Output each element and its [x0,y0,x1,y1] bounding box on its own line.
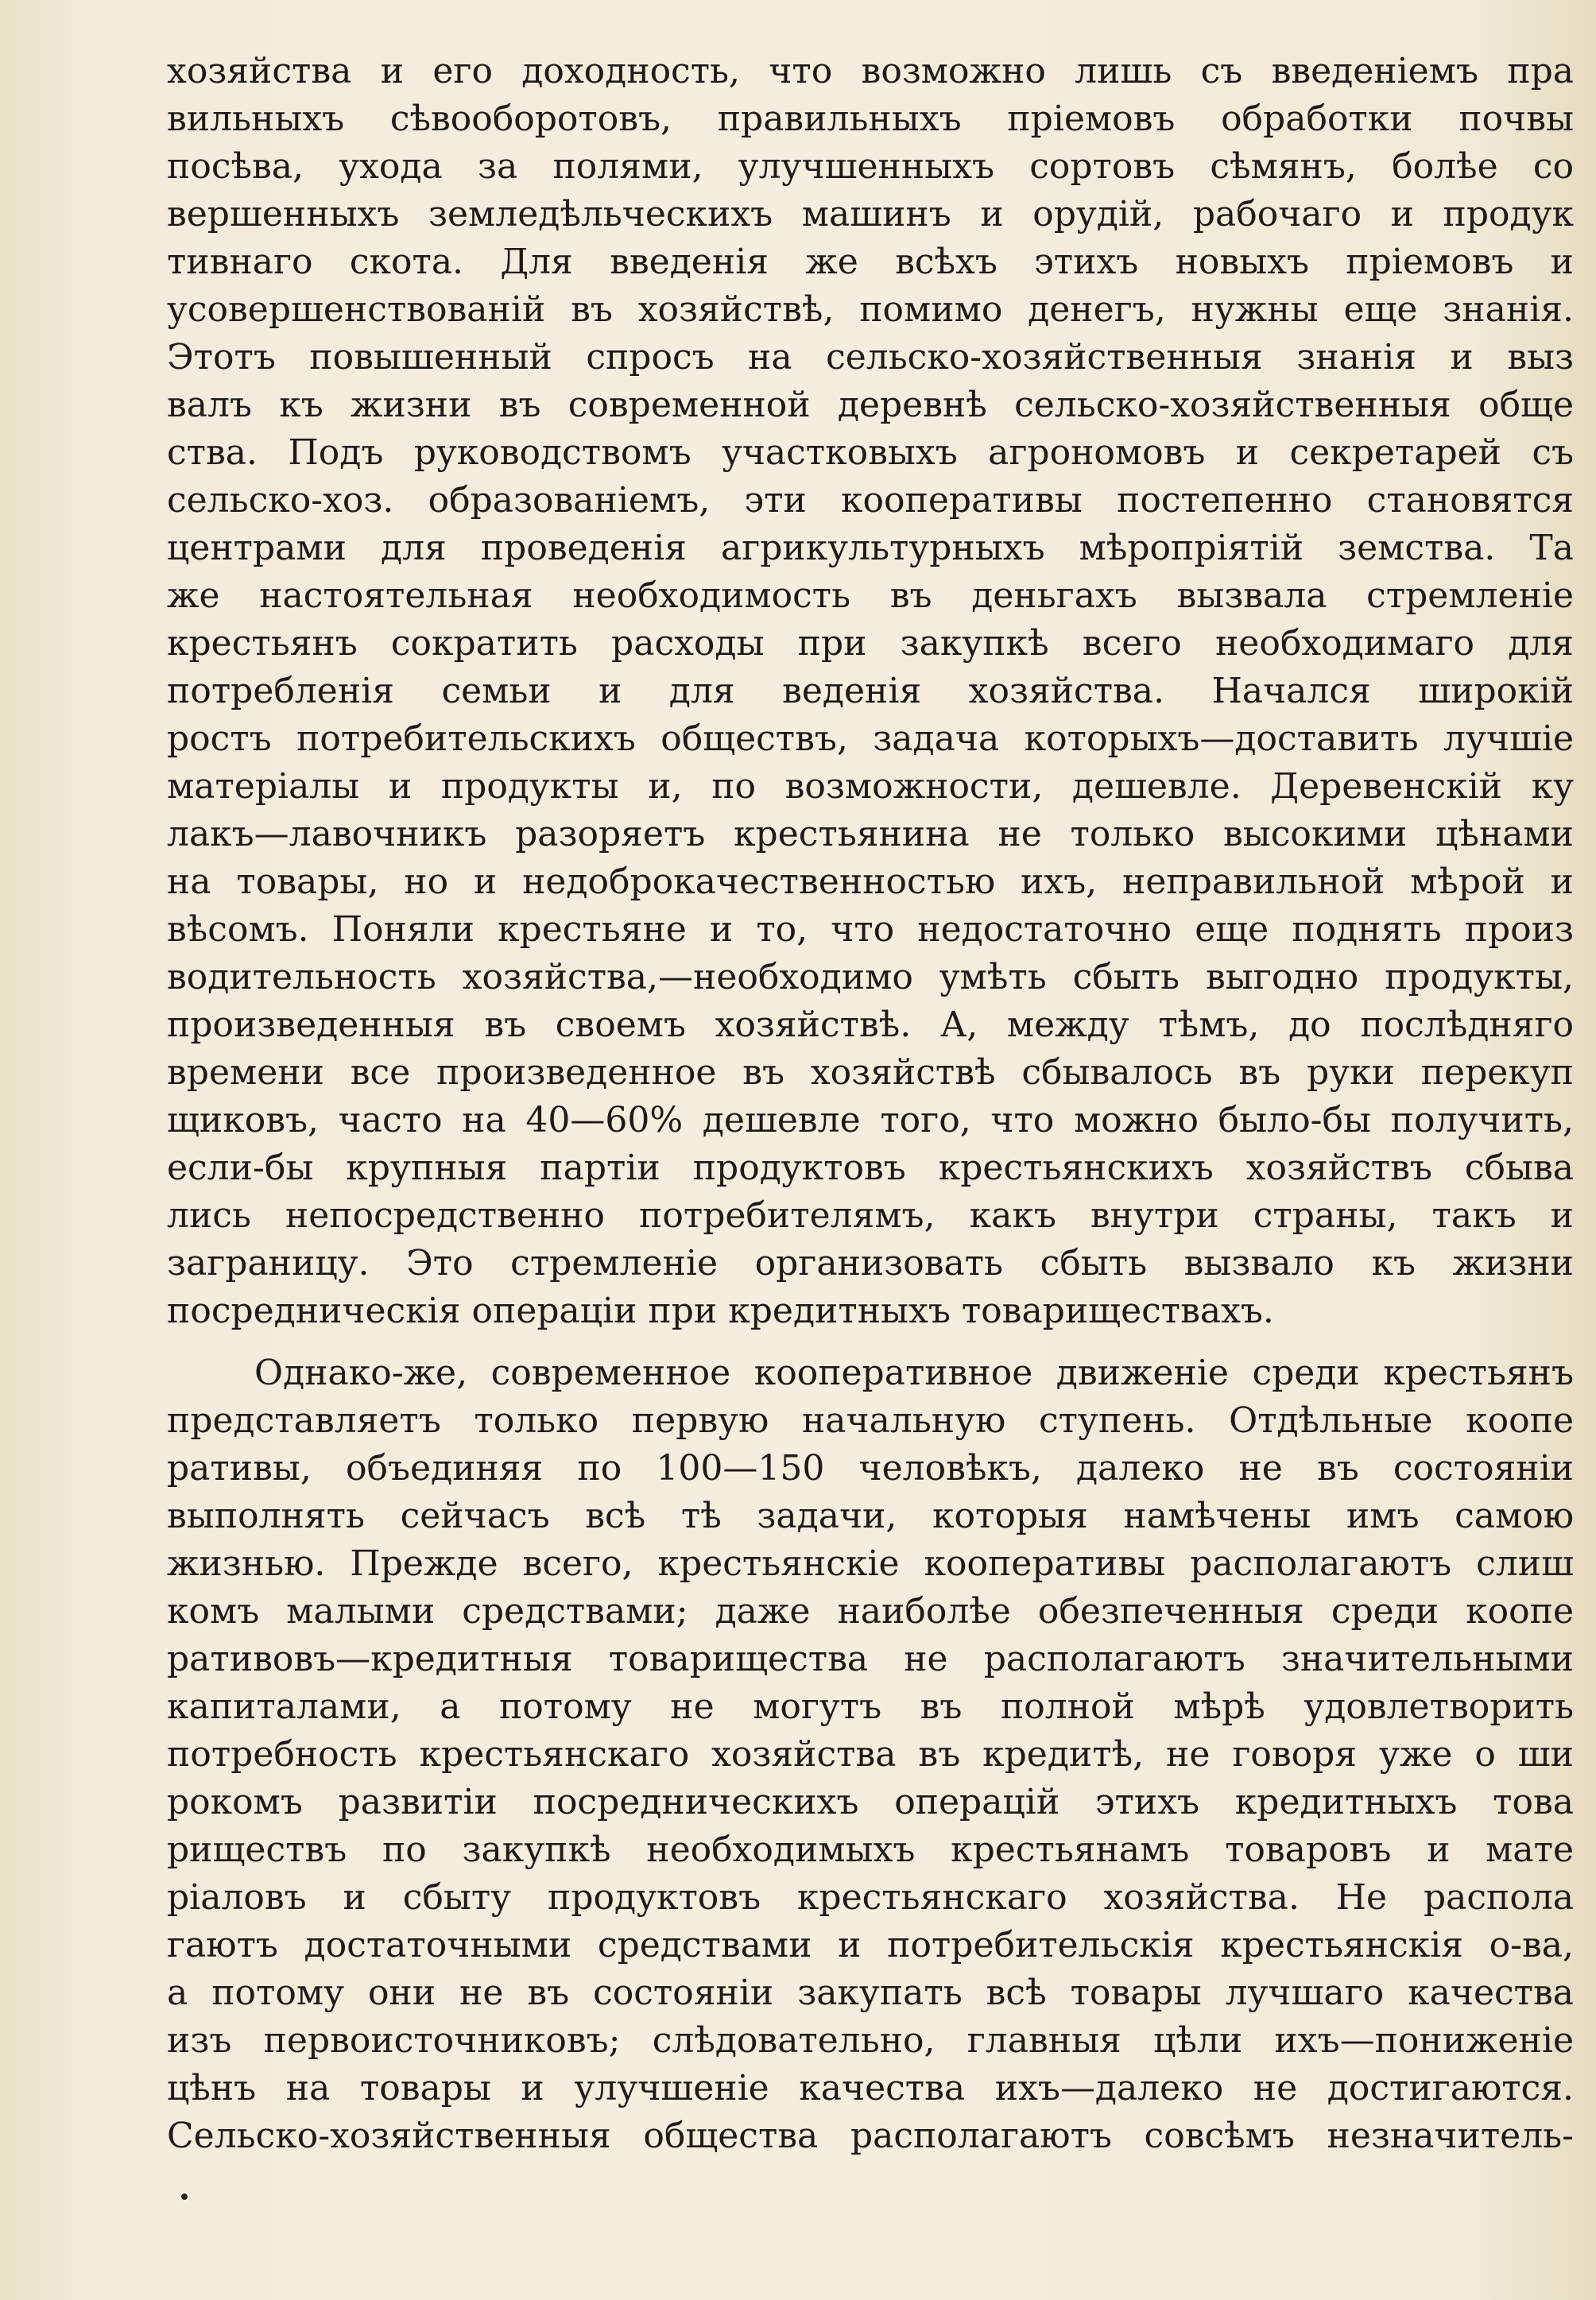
text-line: потребность крестьянскаго хозяйства въ кредитѣ, не говоря уже о ши [167,1734,1574,1775]
text-line: произведенныя въ своемъ хозяйствѣ. А, между тѣмъ, до послѣдняго [167,1005,1574,1045]
text-line: рокомъ развитіи посредническихъ операцій этихъ кредитныхъ това [167,1782,1574,1822]
text-line: на товары, но и недоброкачественностью ихъ, неправильной мѣрой и [167,862,1574,902]
text-line: хозяйства и его доходность, что возможно лишь съ введеніемъ пра [167,51,1574,91]
text-line: Этотъ повышенный спросъ на сельско-хозяйственныя знанія и выз [167,337,1574,378]
text-line: изъ первоисточниковъ; слѣдовательно, главныя цѣли ихъ—пониженіе [167,2020,1574,2061]
text-line: Сельско-хозяйственныя общества располагаютъ совсѣмъ незначитель- [167,2116,1574,2156]
text-line: тивнаго скота. Для введенія же всѣхъ этихъ новыхъ пріемовъ и [167,242,1574,282]
text-line: валъ къ жизни въ современной деревнѣ сельско-хозяйственныя обще [167,385,1574,425]
body-text [167,48,1574,2160]
text-line: же настоятельная необходимость въ деньгахъ вызвала стремленіе [167,575,1574,616]
text-line: риществъ по закупкѣ необходимыхъ крестьянамъ товаровъ и мате [167,1830,1574,1870]
text-line: лакъ—лавочникъ разоряетъ крестьянина не только высокими цѣнами [167,814,1574,854]
text-line: лись непосредственно потребителямъ, какъ внутри страны, такъ и [167,1195,1574,1236]
text-line: капиталами, а потому не могутъ въ полной мѣрѣ удовлетворить [167,1686,1574,1727]
text-line: усовершенствованій въ хозяйствѣ, помимо денегъ, нужны еще знанія. [167,289,1574,330]
text-line: ративовъ—кредитныя товарищества не располагаютъ значительными [167,1639,1574,1679]
paragraph-1 [167,48,1574,1335]
text-line: ростъ потребительскихъ обществъ, задача которыхъ—доставить лучшіе [167,718,1574,759]
text-line: посредническія операціи при кредитныхъ товариществахъ. [167,1291,1274,1331]
paragraph-gap [167,1335,1574,1349]
text-line: заграницу. Это стремленіе организовать сбыть вызвало къ жизни [167,1243,1574,1284]
text-line: если-бы крупныя партіи продуктовъ крестьянскихъ хозяйствъ сбыва [167,1148,1574,1188]
text-line: щиковъ, часто на 40—60% дешевле того, что можно было-бы получить, [167,1100,1574,1140]
text-line: вильныхъ сѣвооборотовъ, правильныхъ пріемовъ обработки почвы [167,99,1574,139]
text-line: Однако-же, современное кооперативное движеніе среди крестьянъ [254,1353,1574,1393]
paragraph-2 [167,1349,1574,2160]
text-line: жизнью. Прежде всего, крестьянскіе кооперативы располагаютъ слиш [167,1543,1574,1584]
text-line: представляетъ только первую начальную ступень. Отдѣльные коопе [167,1400,1574,1441]
text-line: матеріалы и продукты и, по возможности, дешевле. Деревенскій ку [167,766,1574,807]
text-line: а потому они не въ состояніи закупать всѣ товары лучшаго качества [167,1973,1574,2013]
text-line: вѣсомъ. Поняли крестьяне и то, что недостаточно еще поднять произ [167,909,1574,950]
text-line: ства. Подъ руководствомъ участковыхъ агрономовъ и секретарей съ [167,432,1574,473]
text-line: сельско-хоз. образованіемъ, эти кооперативы постепенно становятся [167,480,1574,521]
text-line: выполнять сейчасъ всѣ тѣ задачи, которыя намѣчены имъ самою [167,1496,1574,1536]
text-line: центрами для проведенія агрикультурныхъ мѣропріятій земства. Та [167,528,1574,568]
text-line: цѣнъ на товары и улучшеніе качества ихъ—далеко не достигаются. [167,2068,1574,2108]
text-line: комъ малыми средствами; даже наиболѣе обезпеченныя среди коопе [167,1591,1574,1632]
text-line: потребленія семьи и для веденія хозяйства. Начался широкій [167,671,1574,711]
text-line: крестьянъ сократить расходы при закупкѣ всего необходимаго для [167,623,1574,664]
text-line: водительность хозяйства,—необходимо умѣть сбыть выгодно продукты, [167,957,1574,997]
text-line: вершенныхъ земледѣльческихъ машинъ и орудій, рабочаго и продук [167,194,1574,234]
text-line: ріаловъ и сбыту продуктовъ крестьянскаго хозяйства. Не распола [167,1877,1574,1918]
text-line: посѣва, ухода за полями, улучшенныхъ сортовъ сѣмянъ, болѣе со [167,146,1574,187]
text-line: гаютъ достаточными средствами и потребительскія крестьянскія о-ва, [167,1925,1574,1965]
text-line: времени все произведенное въ хозяйствѣ сбывалось въ руки перекуп [167,1052,1574,1093]
text-line: ративы, объединяя по 100—150 человѣкъ, далеко не въ состояніи [167,1448,1574,1489]
ink-speck [181,2194,188,2200]
